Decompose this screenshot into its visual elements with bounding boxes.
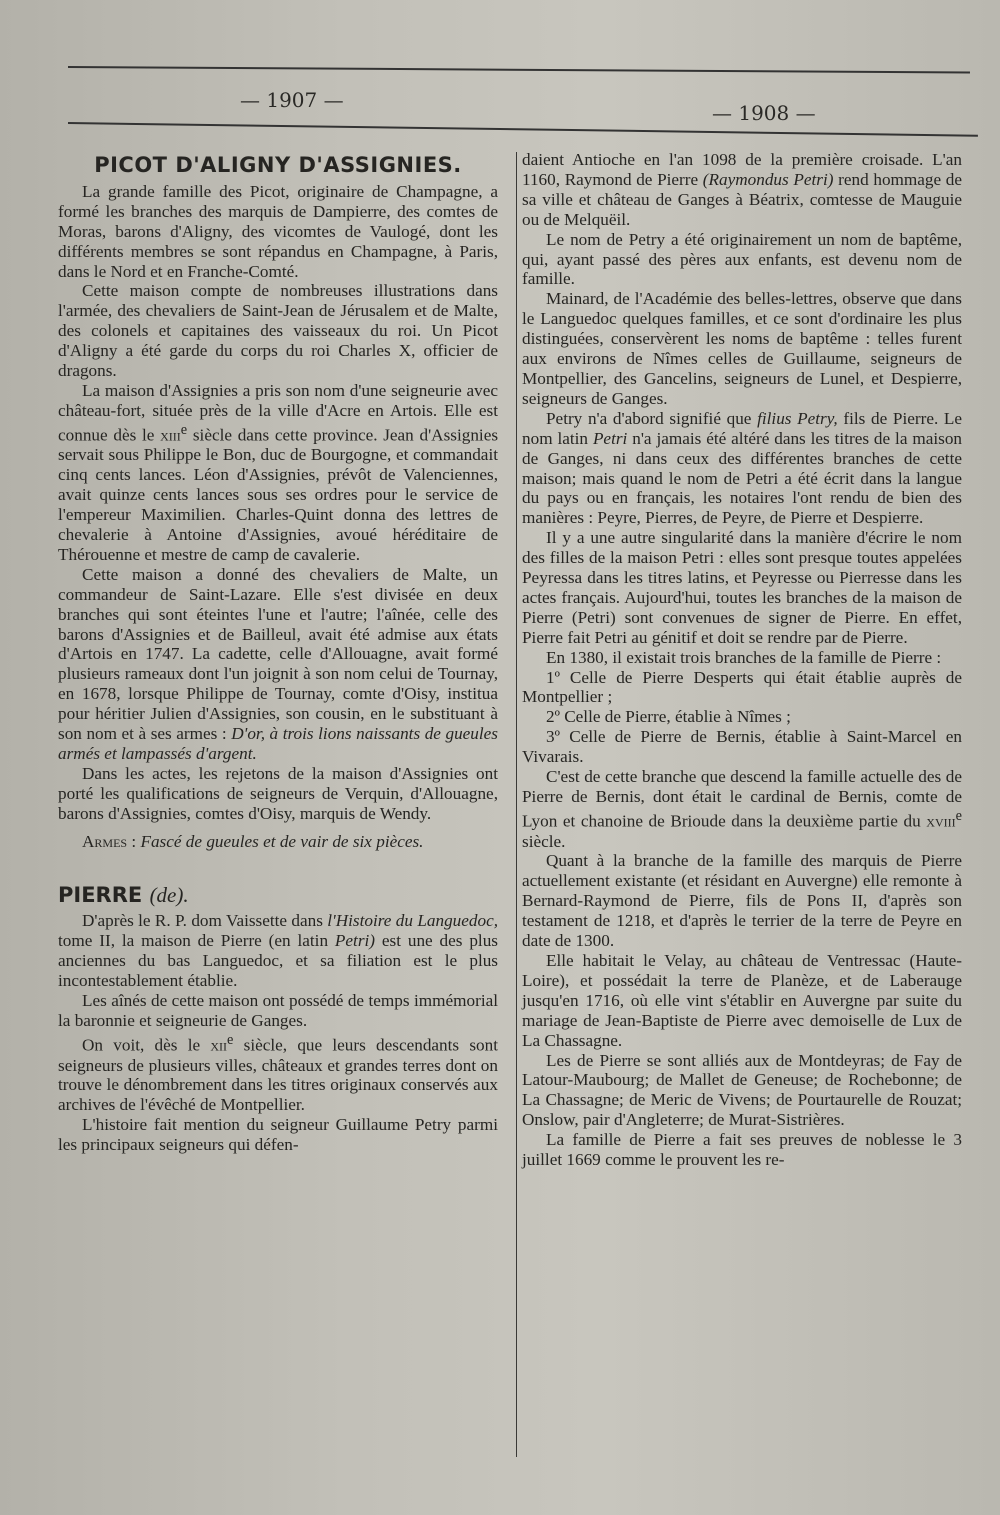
list-item: 1º Celle de Pierre Desperts qui était établie auprès de Montpellier ; [522,667,962,707]
left-column [58,150,498,1155]
century-numeral: xii [210,1035,228,1055]
paragraph: daient Antioche en l'an 1098 de la première croisade. L'an 1160, Raymond de Pierre (Raymondus Petri) rend hommage de sa ville et château de Ganges à Béatrix, comtesse de Mauguie ou de Melquëil. [522,150,963,229]
header-rule [68,122,978,137]
left-page-number: — 1907 — [240,88,344,112]
paragraph: Quant à la branche de la famille des marquis de Pierre actuellement existante (et résidant en Auvergne) elle remonte à Bernard-Raymond de Pierre, fils de Pons II, d'après son testament de 1218, et d'après le terrier de la terre de Peyre en date de 1300. [522,851,962,951]
column-separator [516,152,517,1457]
paragraph: Cette maison a donné des chevaliers de Malte, un commandeur de Saint-Lazare. Elle s'est divisée en deux branches qui sont éteintes l'une et l'autre; l'aînée, celle des barons d'Assignies et de Bailleul, avait été admise aux états d'Artois en 1747. La cadette, celle d'Allouagne, avait formé plusieurs rameaux dont l'un joignit à son nom celui de Tournay, en 1678, lorsque Philippe de Tournay, comte d'Oisy, institua pour héritier Julien d'Assignies, son cousin, en le substituant à son nom et à ses armes : D'or, à trois lions naissants de gueules armés et lampassés d'argent. [58,564,498,764]
paragraph: La famille de Pierre a fait ses preuves de noblesse le 3 juillet 1669 comme le prouvent les re- [522,1130,962,1170]
arms-blazon: Fascé de gueules et de vair de six pièces. [140,831,424,851]
top-rule [68,66,970,74]
paragraph: Il y a une autre singularité dans la manière d'écrire le nom des filles de la maison Petri : elles sont presque toutes appelées Peyressa dans les titres latins, et Peyresse ou Pierresse dans les actes français. Aujourd'hui, toutes les branches de la maison de Pierre (Petri) sont convenues de signer de Pierre. En effet, Pierre fait Petri au génitif et doit se rendre par de Pierre. [522,528,962,647]
paragraph: Cette maison compte de nombreuses illustrations dans l'armée, des chevaliers de Saint-Jean de Jérusalem et de Malte, des colonels et capitaines des vaisseaux du roi. Un Picot d'Aligny a été garde du corps du roi Charles X, officier de dragons. [58,281,498,381]
entry-title-picot: PICOT D'ALIGNY D'ASSIGNIES. [94,153,462,177]
paragraph: C'est de cette branche que descend la famille actuelle des de Pierre de Bernis, dont était le cardinal de Bernis, comte de Lyon et chanoine de Brioude dans la deuxième partie du xviii$^e$ siècle. [522,767,962,851]
arms-description: D'or, à trois lions naissants de gueules armés et lampassés d'argent. [58,724,498,764]
right-column [522,150,962,1170]
paragraph: Les de Pierre se sont alliés aux de Montdeyras; de Fay de Latour-Maubourg; de Mallet de Geneuse; de Rochebonne; de La Chassagne; de Meric de Vivens; de Pourtaurelle de Rouzat; Onslow, pair d'Angleterre; de Murat-Sistrières. [522,1050,962,1130]
paragraph: La grande famille des Picot, originaire de Champagne, a formé les branches des marquis de Dampierre, des comtes de Moras, barons d'Aligny, des vicomtes de Vaulogé, dont les différents membres se sont répandus en Champagne, à Paris, dans le Nord et en Franche-Comté. [58,181,498,281]
paragraph: Le nom de Petry a été originairement un nom de baptême, qui, ayant passé des pères aux enfants, est devenu nom de famille. [522,229,962,289]
list-item: 2º Celle de Pierre, établie à Nîmes ; [546,707,791,727]
paragraph: En 1380, il existait trois branches de la famille de Pierre : [546,647,942,667]
paragraph: La maison d'Assignies a pris son nom d'une seigneurie avec château-fort, située près de la ville d'Acre en Artois. Elle est connue dès le xiii$^e$ siècle dans cette province. Jean d'Assignies servait sous Philippe le Bon, duc de Bourgogne, et commandait cinq cents lances. Léon d'Assignies, prévôt de Valenciennes, avait quinze cents lances sous ses ordres pour le service de l'empereur Maximilien. Charles-Quint donna des lettres de chevalerie à Antoine d'Assignies, avoué héréditaire de Thérouenne et mestre de camp de cavalerie. [58,380,499,564]
paragraph: D'après le R. P. dom Vaissette dans l'Histoire du Languedoc, tome II, la maison de Pierre (en latin Petri) est une des plus anciennes du bas Languedoc, et sa filiation est le plus incontestablement établie. [58,911,499,991]
paragraph: Les aînés de cette maison ont possédé de temps immémorial la baronnie et seigneurie de Ganges. [58,991,498,1030]
arms-paragraph [58,832,498,852]
century-numeral: xiii [160,425,181,445]
paragraph: On voit, dès le xii$^e$ siècle, que leurs descendants sont seigneurs de plusieurs villes, châteaux et grandes terres dont on trouve le dénombrement dans les titres originaux conservés aux archives de l'évêché de Montpellier. [58,1031,498,1115]
paragraph: Elle habitait le Velay, au château de Ventressac (Haute-Loire), et possédait la terre de Planèze, et de Laberauge jusqu'en 1716, où elle vint s'établir en Auvergne par suite du mariage de Jean-Baptiste de Pierre avec demoiselle de Lux de La Chassagne. [522,950,962,1050]
list-item: 3º Celle de Pierre de Bernis, établie à Saint-Marcel en Vivarais. [522,727,962,767]
paragraph: Mainard, de l'Académie des belles-lettres, observe que dans le Languedoc quelques familles, et ce sont d'ordinaire les plus distinguées, conservèrent les noms de baptême : telles furent aux environs de Nîmes celles de Guillaume, seigneurs de Montpellier, des Gancelins, seigneurs de Lunel, et Despierre, seigneurs de Ganges. [522,289,962,408]
right-page-number: — 1908 — [712,101,816,125]
entry-title-pierre: PIERRE (de). [58,882,189,907]
paragraph: Petry n'a d'abord signifié que filius Petry, fils de Pierre. Le nom latin Petri n'a jamais été altéré dans les titres de la maison de Ganges, ni dans ceux des différentes branches de cette maison; mais quand le nom de Petri a été écrit dans la langue du pays ou en français, les notaires l'ont rendu de bien des manières : Peyre, Pierres, de Peyre, de Pierre et Despierre. [522,408,963,528]
arms-label: Armes : [82,831,137,851]
paragraph: L'histoire fait mention du seigneur Guillaume Petry parmi les principaux seigneurs qui défen- [58,1115,498,1155]
paragraph: Dans les actes, les rejetons de la maison d'Assignies ont porté les qualifications de seigneurs de Verquin, d'Allouagne, barons d'Assignies, comtes d'Oisy, marquis de Wendy. [58,763,498,823]
century-numeral: xviii [926,811,956,831]
